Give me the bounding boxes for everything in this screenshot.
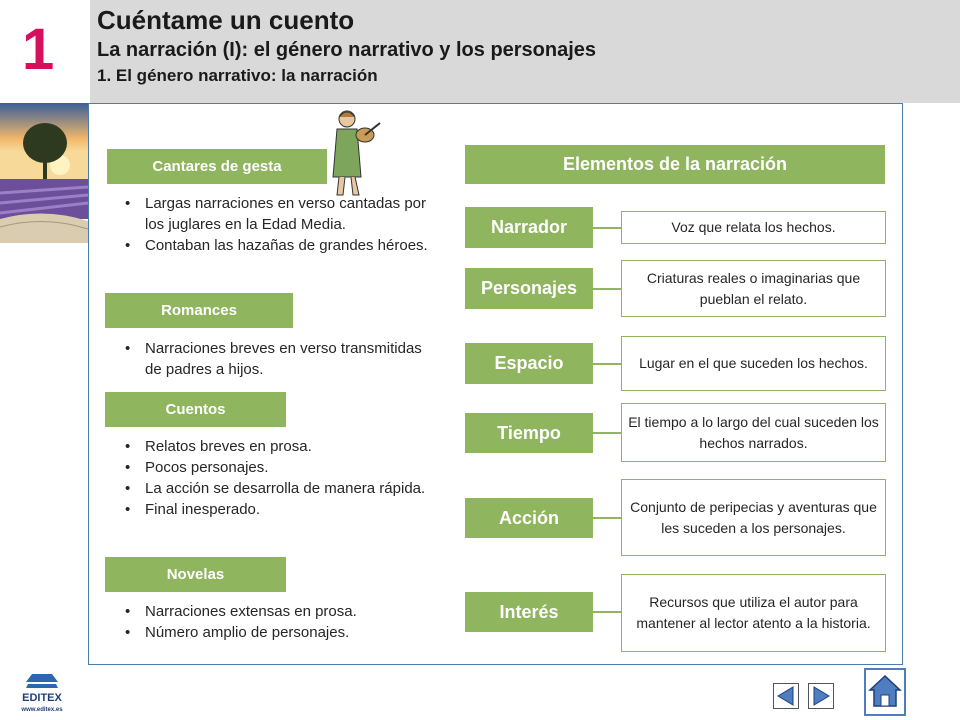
- element-definition-interes: Recursos que utiliza el autor para mantener al lector atento a la historia.: [621, 574, 886, 652]
- triangle-left-icon: [774, 684, 798, 708]
- genre-list-novelas: [115, 601, 440, 643]
- genre-tag-cuentos: Cuentos: [105, 392, 286, 427]
- list-item: • La acción se desarrolla de manera rápida.: [115, 478, 440, 499]
- section-title: 1. El género narrativo: la narración: [97, 66, 378, 85]
- list-item: • Narraciones breves en verso transmitidas de padres a hijos.: [115, 338, 440, 380]
- lavender-field-image: [0, 103, 88, 243]
- page-title: Cuéntame un cuento: [97, 5, 355, 35]
- element-label-accion: Acción: [465, 498, 593, 538]
- logo-url: www.editex.es: [21, 707, 63, 713]
- element-definition-accion: Conjunto de peripecias y aventuras que les suceden a los personajes.: [621, 479, 886, 556]
- list-item: • Narraciones extensas en prosa.: [115, 601, 440, 622]
- minstrel-illustration: [325, 107, 385, 199]
- list-item: • Contaban las hazañas de grandes héroes.: [115, 235, 440, 256]
- genre-tag-cantares: Cantares de gesta: [107, 149, 327, 184]
- connector-line: [593, 432, 621, 434]
- element-label-narrador: Narrador: [465, 207, 593, 248]
- home-icon: [866, 670, 904, 714]
- connector-line: [593, 288, 621, 290]
- editex-logo: [18, 670, 66, 714]
- list-item: • Largas narraciones en verso cantadas por los juglares en la Edad Media.: [115, 193, 440, 235]
- elements-header: Elementos de la narración: [465, 145, 885, 184]
- genre-list-cuentos: [115, 436, 440, 520]
- element-label-tiempo: Tiempo: [465, 413, 593, 453]
- triangle-right-icon: [809, 684, 833, 708]
- genre-list-cantares: [115, 193, 440, 256]
- list-item: • Final inesperado.: [115, 499, 440, 520]
- logo-text: EDITEX: [22, 692, 62, 704]
- element-label-espacio: Espacio: [465, 343, 593, 384]
- next-button[interactable]: [808, 683, 834, 709]
- element-definition-tiempo: El tiempo a lo largo del cual suceden los hechos narrados.: [621, 403, 886, 462]
- genre-tag-romances: Romances: [105, 293, 293, 328]
- genre-list-romances: [115, 338, 440, 380]
- title-block: [97, 4, 596, 88]
- list-item: • Relatos breves en prosa.: [115, 436, 440, 457]
- element-definition-espacio: Lugar en el que suceden los hechos.: [621, 336, 886, 391]
- connector-line: [593, 611, 621, 613]
- element-label-personajes: Personajes: [465, 268, 593, 309]
- element-definition-narrador: Voz que relata los hechos.: [621, 211, 886, 244]
- page-subtitle: La narración (I): el género narrativo y los personajes: [97, 39, 597, 61]
- previous-button[interactable]: [773, 683, 799, 709]
- connector-line: [593, 227, 621, 229]
- element-definition-personajes: Criaturas reales o imaginarias que pueblan el relato.: [621, 260, 886, 317]
- connector-line: [593, 363, 621, 365]
- unit-number: 1: [22, 17, 55, 82]
- list-item: • Pocos personajes.: [115, 457, 440, 478]
- connector-line: [593, 517, 621, 519]
- home-button[interactable]: [864, 668, 906, 716]
- element-label-interes: Interés: [465, 592, 593, 632]
- list-item: • Número amplio de personajes.: [115, 622, 440, 643]
- genre-tag-novelas: Novelas: [105, 557, 286, 592]
